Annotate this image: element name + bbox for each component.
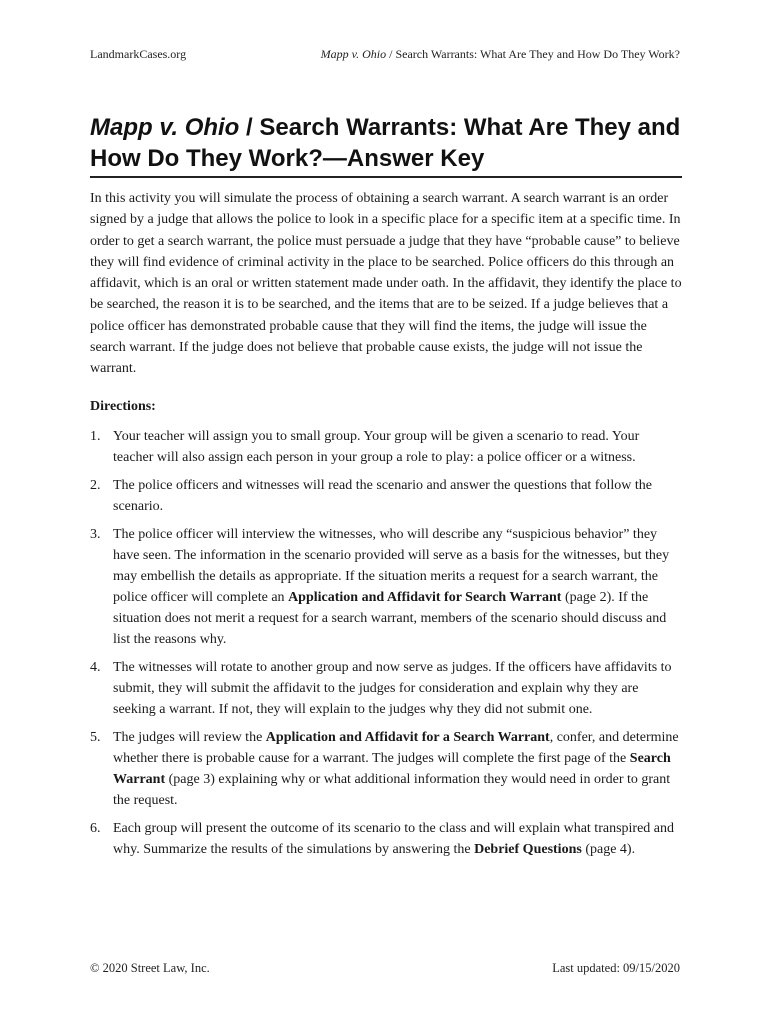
intro-paragraph: In this activity you will simulate the process of obtaining a search warrant. A search warrant is an order signed by a judge that allows the police to look in a specific place for a specific item at a specific time. In order to get a search warrant, the police must persuade a judge that they have “probable cause” to believe they will find evidence of criminal activity in the place to be searched. Police officers do this through an affidavit, which is an oral or written statement made under oath. In the affidavit, they identify the place to be searched, the reason it is to be searched, and the items that are to be seized. If a judge believes that a police officer has demonstrated probable cause that they will find the items, the judge will issue the search warrant. If the judge does not believe that probable cause exists, the judge will not issue the warrant. (90, 191, 682, 377)
header-site: LandmarkCases.org (90, 47, 187, 61)
list-item (90, 818, 682, 860)
list-item-number: 4. (90, 660, 101, 675)
list-item-number: 6. (90, 821, 101, 836)
list-item-text: The police officer will interview the witnesses, who will describe any “suspicious behavior” they have seen. The information in the scenario provided will serve as a basis for the witnesses, but they may embellish the details as appropriate. If the situation merits a request for a search warrant, the police officer will complete an (113, 527, 670, 605)
page-title (90, 112, 682, 178)
list-item-bold: Search Warrant (113, 751, 671, 787)
page-footer (90, 961, 680, 976)
list-item (90, 657, 682, 720)
list-item-text: Your teacher will assign you to small group. Your group will be given a scenario to read. Your teacher will also assign each person in your group a role to play: a police officer or a witness. (113, 429, 640, 465)
directions-heading: Directions: (90, 399, 156, 414)
list-item-text: (page 3) explaining why or what additional information they would need in order to grant the request. (113, 772, 671, 808)
list-item-bold: Application and Affidavit for a Search Warrant (265, 730, 550, 745)
list-item (90, 524, 682, 650)
list-item-bold: Application and Affidavit for Search Warrant (288, 590, 562, 605)
list-item-number: 3. (90, 527, 101, 542)
list-item-text: (page 2). If the situation does not merit a request for a search warrant, members of the scenario should discuss and list the reasons why. (113, 590, 667, 647)
list-item-text: The judges will review the (113, 730, 266, 745)
list-item-text: (page 4). (581, 842, 636, 857)
directions-list (90, 426, 682, 867)
header-title (321, 47, 680, 62)
list-item-text: Each group will present the outcome of its scenario to the class and will explain what transpired and why. Summarize the results of the simulations by answering the (113, 821, 675, 857)
list-item-number: 5. (90, 730, 101, 745)
title-rest: / Search Warrants: What Are They and How Do They Work?—Answer Key (90, 114, 681, 172)
footer-copyright: © 2020 Street Law, Inc. (90, 961, 210, 975)
header-case-name: Mapp v. Ohio (320, 47, 387, 61)
list-item (90, 426, 682, 468)
list-item (90, 475, 682, 517)
list-item-number: 2. (90, 478, 101, 493)
running-header (90, 47, 680, 62)
list-item-bold: Debrief Questions (474, 842, 582, 857)
list-item (90, 727, 682, 811)
list-item-text: The witnesses will rotate to another group and now serve as judges. If the officers have affidavits to submit, they will submit the affidavit to the judges for consideration and explain why they are seeking a warrant. If not, they will explain to the judges why they did not submit one. (113, 660, 672, 717)
title-case-name: Mapp v. Ohio (90, 114, 240, 141)
list-item-number: 1. (90, 429, 101, 444)
list-item-text: The police officers and witnesses will read the scenario and answer the questions that follow the scenario. (113, 478, 652, 514)
list-item-text: , confer, and determine whether there is probable cause for a warrant. The judges will complete the first page of the (113, 730, 679, 766)
header-subtitle: / Search Warrants: What Are They and How Do They Work? (386, 47, 680, 61)
footer-last-updated: Last updated: 09/15/2020 (552, 961, 680, 975)
